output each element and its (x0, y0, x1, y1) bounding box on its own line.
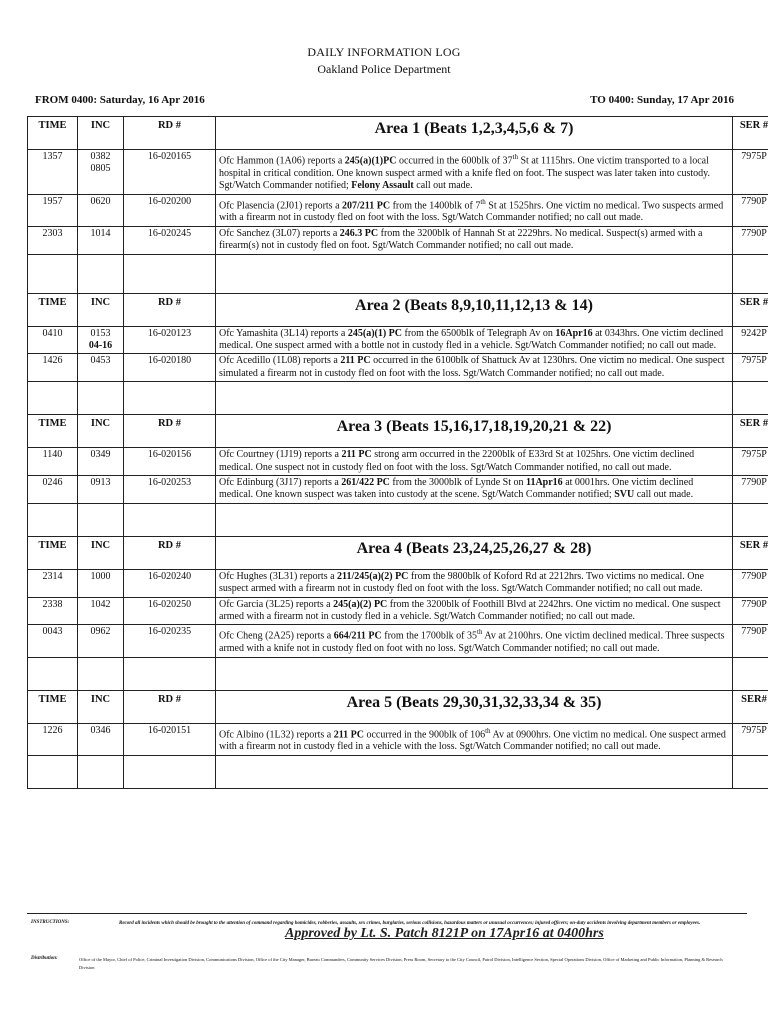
incident-narrative (216, 723, 733, 755)
penal-code-text: 246.3 PC (339, 227, 379, 239)
ser-number: 7790P (733, 226, 768, 254)
ser-column-header: SER# (733, 690, 768, 723)
narrative-text: Av at 2100hrs. One victim declined medical. Three suspects armed with a knife not in custody fled on foot with no loss. Sgt/Watch Commander notified; no call out made. (219, 630, 725, 655)
area-title: Area 5 (Beats 29,30,31,32,33,34 & 35) (216, 690, 733, 723)
inc-number: 0349 (90, 449, 111, 461)
table-row (28, 354, 768, 382)
time-column-header: TIME (28, 536, 78, 569)
inc-number: 1042 (90, 598, 111, 610)
period-from: FROM 0400: Saturday, 16 Apr 2016 (35, 94, 205, 106)
narrative-text: Ofc Courtney (1J19) reports a (219, 449, 342, 461)
inc-number: 0962 (90, 626, 111, 638)
incident-narrative (216, 150, 733, 195)
empty-cell (216, 657, 733, 690)
ordinal-suffix: th (480, 197, 486, 206)
ser-column-header: SER # (733, 415, 768, 448)
area-title: Area 1 (Beats 1,2,3,4,5,6 & 7) (216, 117, 733, 150)
penal-code-text: 211/245(a)(2) PC (337, 570, 409, 582)
time-column-header: TIME (28, 415, 78, 448)
rd-number: 16-020240 (124, 569, 216, 597)
ser-column-header: SER # (733, 117, 768, 150)
empty-cell (28, 755, 78, 788)
incident-narrative (216, 448, 733, 476)
time-column-header: TIME (28, 293, 78, 326)
empty-cell (78, 657, 124, 690)
area-header-row (28, 293, 768, 326)
incident-time: 1957 (28, 194, 78, 226)
incident-inc (78, 194, 124, 226)
incident-inc (78, 625, 124, 657)
penal-code-text: 245(a)(1) PC (347, 327, 403, 339)
spacer-row (28, 254, 768, 293)
incident-log-table (27, 116, 768, 789)
penal-code-text: 211 PC (333, 728, 364, 740)
empty-cell (216, 755, 733, 788)
incident-narrative (216, 597, 733, 625)
rd-column-header: RD # (124, 293, 216, 326)
incident-inc (78, 475, 124, 503)
inc-number-secondary: 0805 (90, 163, 111, 175)
table-row (28, 723, 768, 755)
incident-time: 2303 (28, 226, 78, 254)
penal-code-text: 211 PC (341, 449, 372, 461)
table-row (28, 226, 768, 254)
ser-number: 7975P (733, 448, 768, 476)
penal-code-text: Felony Assault (351, 180, 414, 192)
incident-inc (78, 448, 124, 476)
narrative-text: Ofc Plasencia (2J01) reports a (219, 199, 343, 211)
inc-number: 0153 (90, 327, 111, 339)
rd-column-header: RD # (124, 117, 216, 150)
narrative-text: at 0343hrs. One victim declined medical. One suspect armed with a bottle not in custody fled in a vehicle. Sgt/Watch Commander notified; no call out made. (219, 327, 724, 351)
incident-time: 1226 (28, 723, 78, 755)
narrative-text: Ofc Edinburg (3J17) reports a (219, 476, 342, 488)
inc-number: 0346 (90, 724, 111, 736)
ser-column-header: SER # (733, 293, 768, 326)
inc-number: 0620 (90, 195, 111, 207)
rd-number: 16-020156 (124, 448, 216, 476)
inc-column-header: INC (78, 415, 124, 448)
narrative-text: Av at 0900hrs. One victim no medical. One suspect armed with a firearm not in custody fled in a vehicle with the loss. Sgt/Watch Commander notified; no call out made. (219, 728, 726, 753)
rd-number: 16-020235 (124, 625, 216, 657)
table-row (28, 448, 768, 476)
penal-code-text: 211 PC (340, 355, 371, 367)
narrative-text: St at 1115hrs. One victim transported to a local hospital in critical condition. One known suspect armed with a knife fled on foot. The suspect was later taken into custody. Sgt/Watch Commander notified; (219, 155, 710, 192)
empty-cell (28, 254, 78, 293)
distribution-text: Office of the Mayor, Chief of Police, Criminal Investigation Division, Communications Division, Office of the City Manager, Bureau Commanders, Community Services Division, Press Room, Secretary to the City Council, Patrol Division, Intelligence Section, Special Operations Division, Office of Marketing and Public Information, Planning & Research Division (79, 957, 723, 970)
incident-narrative (216, 475, 733, 503)
penal-code-text: 16Apr16 (555, 327, 593, 339)
incident-narrative (216, 194, 733, 226)
empty-cell (733, 657, 768, 690)
narrative-text: call out made. (413, 180, 473, 192)
time-column-header: TIME (28, 690, 78, 723)
inc-number: 1000 (90, 570, 111, 582)
incident-inc (78, 150, 124, 195)
distribution-label: Distribution: (31, 956, 58, 961)
empty-cell (124, 382, 216, 415)
inc-number: 1014 (90, 227, 111, 239)
inc-number-secondary: 04-16 (88, 339, 113, 351)
table-row (28, 569, 768, 597)
time-column-header: TIME (28, 117, 78, 150)
spacer-row (28, 657, 768, 690)
narrative-text: strong arm occurred in the 2200blk of E33rd St at 1025hrs. One victim declined medical. One suspect not in custody fled on foot with the loss. Sgt/Watch Commander notified, no call out made. (219, 449, 695, 473)
instructions-label: INSTRUCTIONS: (31, 920, 70, 925)
area-title: Area 2 (Beats 8,9,10,11,12,13 & 14) (216, 293, 733, 326)
incident-narrative (216, 226, 733, 254)
incident-inc (78, 597, 124, 625)
incident-time: 0410 (28, 326, 78, 354)
empty-cell (124, 755, 216, 788)
empty-cell (216, 503, 733, 536)
incident-narrative (216, 354, 733, 382)
ordinal-suffix: th (477, 628, 483, 637)
narrative-text: Ofc Albino (1L32) reports a (219, 728, 334, 740)
incident-inc (78, 354, 124, 382)
table-row (28, 194, 768, 226)
narrative-text: occurred in the 6100blk of Shattuck Av at 1230hrs. One victim no medical. One suspect simulated a firearm not in custody fled on foot with the loss. Sgt/Watch Commander notified; no call out made. (219, 355, 725, 379)
incident-time: 2314 (28, 569, 78, 597)
ser-number: 7790P (733, 569, 768, 597)
rd-number: 16-020250 (124, 597, 216, 625)
table-row (28, 150, 768, 195)
table-row (28, 326, 768, 354)
area-title: Area 4 (Beats 23,24,25,26,27 & 28) (216, 536, 733, 569)
narrative-text: Ofc Sanchez (3L07) reports a (219, 227, 340, 239)
incident-inc (78, 569, 124, 597)
empty-cell (124, 254, 216, 293)
rd-column-header: RD # (124, 536, 216, 569)
narrative-text: from the 1700blk of 35 (381, 630, 478, 642)
ser-number: 7975P (733, 723, 768, 755)
empty-cell (78, 382, 124, 415)
inc-number: 0382 (90, 151, 111, 162)
empty-cell (78, 254, 124, 293)
inc-number: 0913 (90, 476, 111, 488)
ser-number: 7790P (733, 194, 768, 226)
ser-number: 7975P (733, 150, 768, 195)
narrative-text: Ofc Hughes (3L31) reports a (219, 570, 338, 582)
rd-number: 16-020200 (124, 194, 216, 226)
narrative-text: at 0001hrs. One victim declined medical. One known suspect was taken into custody at the scene. Sgt/Watch Commander notified; (219, 476, 694, 501)
inc-number: 0453 (90, 355, 111, 367)
narrative-text: St at 1525hrs. One victim no medical. Two suspects armed with a firearm not in custody fled on foot with the loss. Sgt/Watch Commander notified; no call out made. (219, 199, 724, 224)
empty-cell (733, 503, 768, 536)
narrative-text: from the 3200blk of Hannah St at 2229hrs. No medical. Suspect(s) armed with a firearm(s) not in custody fled on foot. Sgt/Watch Commander notified; no call out made. (219, 227, 703, 252)
narrative-text: from the 3000blk of Lynde St on (389, 476, 527, 488)
ser-number: 9242P (733, 326, 768, 354)
incident-narrative (216, 625, 733, 657)
inc-column-header: INC (78, 293, 124, 326)
incident-time: 2338 (28, 597, 78, 625)
incident-time: 1426 (28, 354, 78, 382)
incident-time: 0246 (28, 475, 78, 503)
penal-code-text: 664/211 PC (333, 630, 382, 642)
area-header-row (28, 690, 768, 723)
empty-cell (124, 503, 216, 536)
empty-cell (78, 503, 124, 536)
incident-time: 1357 (28, 150, 78, 195)
rd-number: 16-020245 (124, 226, 216, 254)
ser-column-header: SER # (733, 536, 768, 569)
incident-time: 1140 (28, 448, 78, 476)
narrative-text: from the 6500blk of Telegraph Av on (402, 327, 556, 339)
penal-code-text: SVU (614, 489, 635, 501)
inc-column-header: INC (78, 536, 124, 569)
empty-cell (124, 657, 216, 690)
rd-number: 16-020165 (124, 150, 216, 195)
area-header-row (28, 536, 768, 569)
empty-cell (216, 382, 733, 415)
empty-cell (28, 503, 78, 536)
spacer-row (28, 382, 768, 415)
log-title: DAILY INFORMATION LOG (307, 45, 461, 59)
empty-cell (78, 755, 124, 788)
table-row (28, 625, 768, 657)
inc-column-header: INC (78, 117, 124, 150)
penal-code-text: 261/422 PC (341, 476, 390, 488)
rd-number: 16-020151 (124, 723, 216, 755)
area-header-row (28, 117, 768, 150)
spacer-row (28, 503, 768, 536)
rd-column-header: RD # (124, 690, 216, 723)
area-title: Area 3 (Beats 15,16,17,18,19,20,21 & 22) (216, 415, 733, 448)
approval-stamp: Approved by Lt. S. Patch 8121P on 17Apr16 at 0400hrs (285, 926, 604, 941)
spacer-row (28, 755, 768, 788)
incident-time: 0043 (28, 625, 78, 657)
empty-cell (733, 254, 768, 293)
ordinal-suffix: th (512, 153, 518, 161)
empty-cell (216, 254, 733, 293)
ser-number: 7790P (733, 597, 768, 625)
ordinal-suffix: th (485, 726, 491, 735)
narrative-text: Ofc Acedillo (1L08) reports a (219, 355, 341, 367)
empty-cell (733, 382, 768, 415)
penal-code-text: 245(a)(2) PC (333, 598, 388, 610)
rd-column-header: RD # (124, 415, 216, 448)
department-name: Oakland Police Department (317, 62, 451, 76)
narrative-text: Ofc Garcia (3L25) reports a (219, 598, 334, 610)
penal-code-text: 245(a)(1)PC (344, 155, 397, 167)
table-row (28, 597, 768, 625)
empty-cell (28, 657, 78, 690)
narrative-text: Ofc Cheng (2A25) reports a (219, 630, 334, 642)
narrative-text: Ofc Hammon (1A06) reports a (219, 155, 345, 167)
instructions-text: Record all incidents which should be brought to the attention of command regarding homicides, robberies, assaults, sex crimes, burglaries, serious collisions, hazardous matters or unusual occurrences; injured officers; on-duty accidents involving department members or employees. (119, 921, 701, 926)
ser-number: 7790P (733, 625, 768, 657)
narrative-text: occurred in the 900blk of 106 (363, 728, 486, 740)
penal-code-text: 11Apr16 (526, 476, 563, 488)
period-to: TO 0400: Sunday, 17 Apr 2016 (590, 94, 734, 106)
area-header-row (28, 415, 768, 448)
narrative-text: occurred in the 600blk of 37 (396, 155, 513, 167)
rd-number: 16-020123 (124, 326, 216, 354)
empty-cell (28, 382, 78, 415)
penal-code-text: 207/211 PC (342, 199, 391, 211)
narrative-text: call out made. (634, 489, 694, 501)
incident-inc (78, 226, 124, 254)
narrative-text: Ofc Yamashita (3L14) reports a (219, 327, 348, 339)
incident-inc (78, 723, 124, 755)
inc-column-header: INC (78, 690, 124, 723)
incident-inc (78, 326, 124, 354)
incident-narrative (216, 569, 733, 597)
table-row (28, 475, 768, 503)
empty-cell (733, 755, 768, 788)
incident-narrative (216, 326, 733, 354)
narrative-text: from the 1400blk of 7 (390, 199, 481, 211)
narrative-text: from the 9800blk of Koford Rd at 2212hrs. Two victims no medical. One suspect armed with a firearm not in custody fled on foot with the loss. Sgt/Watch Commander notified; no call out made. (219, 570, 704, 595)
rd-number: 16-020180 (124, 354, 216, 382)
narrative-text: from the 3200blk of Foothill Blvd at 2242hrs. One victim no medical. One suspect armed with a firearm not in custody fled in a vehicle. Sgt/Watch Commander notified; no call out made. (219, 598, 721, 622)
rd-number: 16-020253 (124, 475, 216, 503)
log-footer (27, 913, 747, 978)
ser-number: 7975P (733, 354, 768, 382)
ser-number: 7790P (733, 475, 768, 503)
